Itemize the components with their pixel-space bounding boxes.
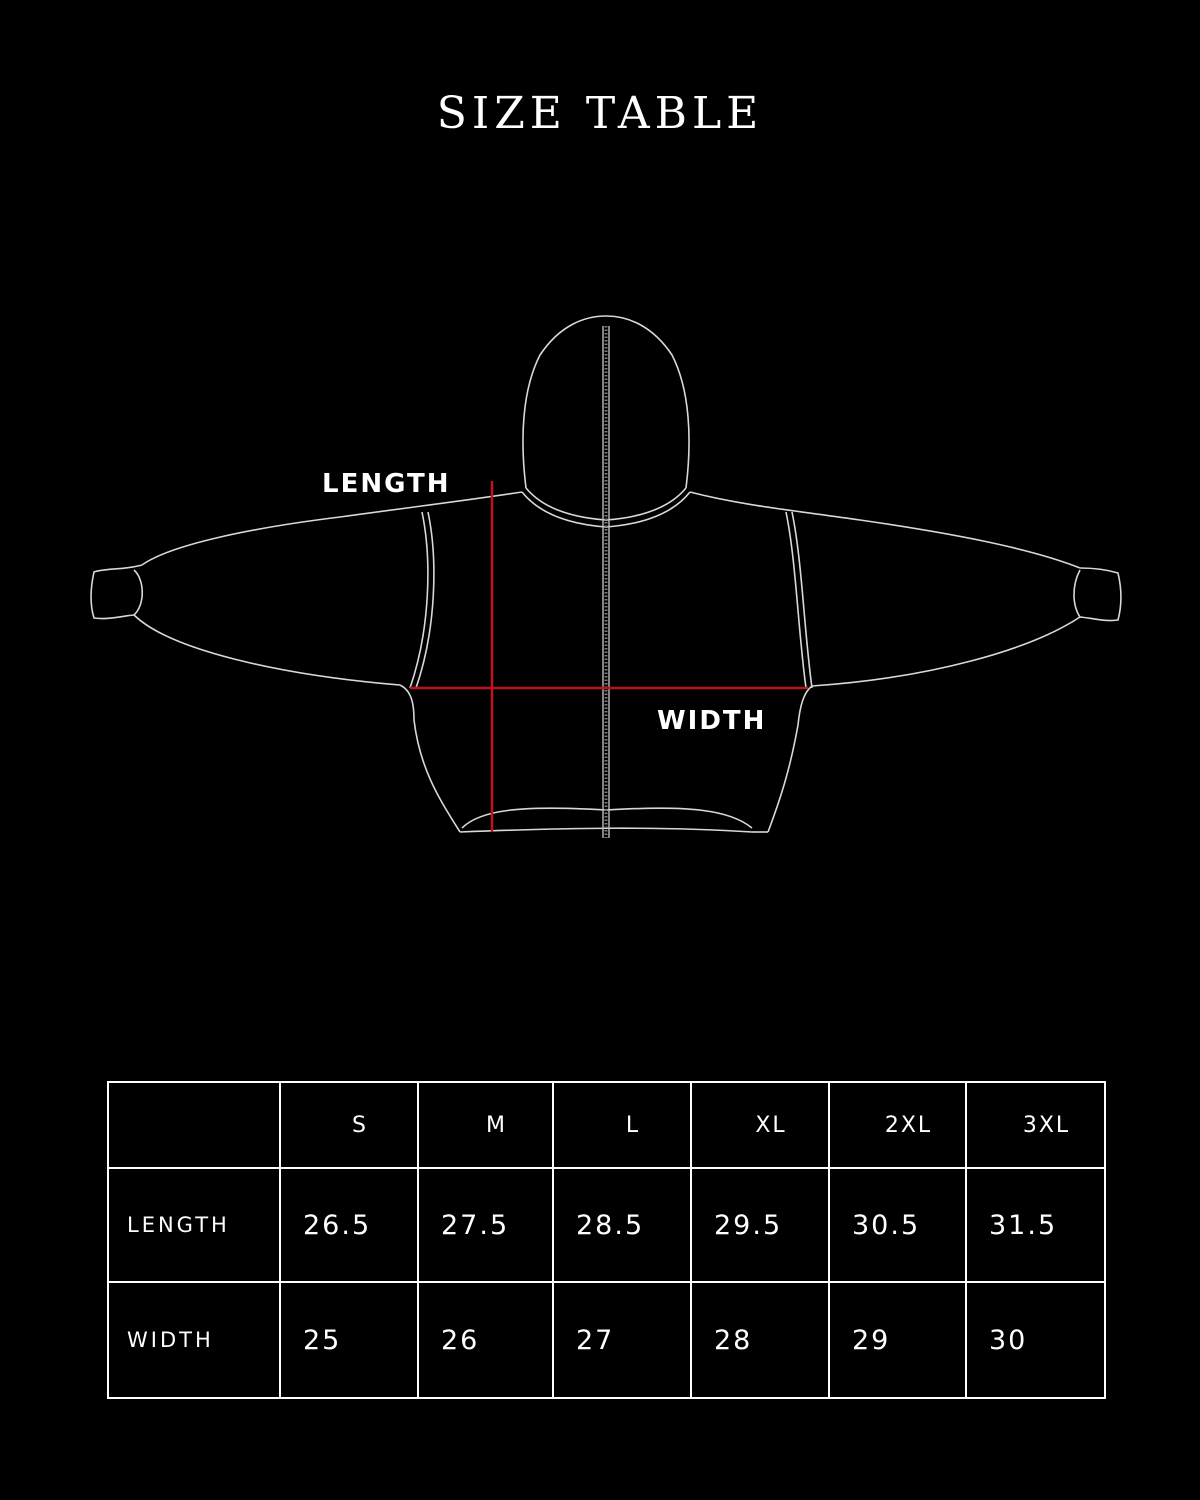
- table-cell: 25: [280, 1282, 418, 1398]
- zipper: [603, 326, 609, 838]
- table-cell: 31.5: [966, 1168, 1105, 1282]
- table-cell: 27.5: [418, 1168, 553, 1282]
- row-label-width: WIDTH: [108, 1282, 280, 1398]
- table-cell: 28.5: [553, 1168, 691, 1282]
- table-cell: 29: [829, 1282, 966, 1398]
- table-header-row: [108, 1082, 1105, 1168]
- table-cell: 30: [966, 1282, 1105, 1398]
- table-row: [108, 1282, 1105, 1398]
- hoodie-diagram: [0, 300, 1200, 860]
- header-cell-l: L: [553, 1082, 691, 1168]
- table-cell: 27: [553, 1282, 691, 1398]
- header-cell-s: S: [280, 1082, 418, 1168]
- table-cell: 28: [691, 1282, 829, 1398]
- size-table: [107, 1081, 1106, 1399]
- row-label-length: LENGTH: [108, 1168, 280, 1282]
- table-cell: 30.5: [829, 1168, 966, 1282]
- table-cell: 26.5: [280, 1168, 418, 1282]
- table-cell: 26: [418, 1282, 553, 1398]
- header-cell-xl: XL: [691, 1082, 829, 1168]
- table-cell: 29.5: [691, 1168, 829, 1282]
- page-title: SIZE TABLE: [436, 88, 764, 139]
- length-label: LENGTH: [322, 469, 451, 499]
- table-row: [108, 1168, 1105, 1282]
- header-cell-3xl: 3XL: [966, 1082, 1105, 1168]
- header-cell-2xl: 2XL: [829, 1082, 966, 1168]
- header-cell-m: M: [418, 1082, 553, 1168]
- header-cell-empty: [108, 1082, 280, 1168]
- width-label: WIDTH: [657, 706, 767, 736]
